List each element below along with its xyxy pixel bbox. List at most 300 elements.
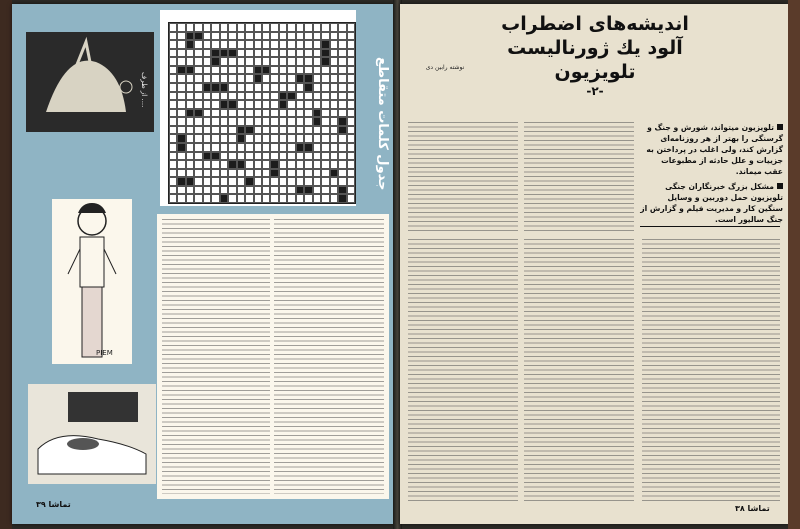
crossword-cell xyxy=(245,169,253,178)
crossword-cell xyxy=(245,32,253,41)
crossword-cell xyxy=(254,194,262,203)
crossword-cell xyxy=(270,160,278,169)
crossword-cell xyxy=(270,117,278,126)
crossword-cell xyxy=(321,134,329,143)
crossword-cell xyxy=(330,23,338,32)
crossword-cell xyxy=(287,152,295,161)
crossword-cell xyxy=(330,169,338,178)
crossword-cell xyxy=(338,186,346,195)
crossword-cell xyxy=(313,74,321,83)
crossword-cell xyxy=(203,152,211,161)
crossword-cell xyxy=(347,57,355,66)
crossword-cell xyxy=(186,152,194,161)
crossword-cell xyxy=(338,74,346,83)
crossword-cell xyxy=(313,152,321,161)
crossword-cell xyxy=(169,23,177,32)
crossword-cell xyxy=(220,117,228,126)
crossword-cell xyxy=(279,194,287,203)
crossword-cell xyxy=(313,160,321,169)
crossword-cell xyxy=(245,92,253,101)
crossword-cell xyxy=(220,57,228,66)
crossword-cell xyxy=(262,100,270,109)
crossword-cell xyxy=(203,160,211,169)
headline-line-1: اندیشه‌های اضطراب xyxy=(501,13,689,35)
crossword-cell xyxy=(245,186,253,195)
crossword-cell xyxy=(304,83,312,92)
crossword-cell xyxy=(237,186,245,195)
crossword-cell xyxy=(254,66,262,75)
crossword-cell xyxy=(296,92,304,101)
crossword-cell xyxy=(254,177,262,186)
crossword-cell xyxy=(211,100,219,109)
crossword-cell xyxy=(194,92,202,101)
crossword-cell xyxy=(228,160,236,169)
crossword-cell xyxy=(304,160,312,169)
crossword-cell xyxy=(177,66,185,75)
crossword-cell xyxy=(169,126,177,135)
crossword-cell xyxy=(321,186,329,195)
crossword-cell xyxy=(194,32,202,41)
crossword-cell xyxy=(237,152,245,161)
crossword-cell xyxy=(186,100,194,109)
right-page xyxy=(400,4,788,524)
crossword-cell xyxy=(228,186,236,195)
crossword-cell xyxy=(313,83,321,92)
crossword-cell xyxy=(279,100,287,109)
crossword-cell xyxy=(304,117,312,126)
crossword-cell xyxy=(177,83,185,92)
crossword-cell xyxy=(186,32,194,41)
crossword-cell xyxy=(211,186,219,195)
crossword-cell xyxy=(330,160,338,169)
crossword-cell xyxy=(279,23,287,32)
crossword-cell xyxy=(321,57,329,66)
crossword-cell xyxy=(228,83,236,92)
crossword-cell xyxy=(220,109,228,118)
crossword-cell xyxy=(270,194,278,203)
crossword-cell xyxy=(203,143,211,152)
cartoon-caption: از طرف .... xyxy=(140,72,148,108)
crossword-cell xyxy=(313,66,321,75)
crossword-cell xyxy=(287,23,295,32)
crossword-cell xyxy=(203,49,211,58)
crossword-cell xyxy=(237,100,245,109)
crossword-cell xyxy=(220,152,228,161)
crossword-cell xyxy=(203,117,211,126)
crossword-cell xyxy=(304,194,312,203)
crossword-cell xyxy=(313,177,321,186)
crossword-cell xyxy=(304,49,312,58)
crossword-cell xyxy=(245,117,253,126)
crossword-cell xyxy=(270,169,278,178)
crossword-cell xyxy=(194,23,202,32)
crossword-cell xyxy=(321,169,329,178)
crossword-cell xyxy=(169,169,177,178)
pullquote-box xyxy=(640,122,783,224)
crossword-cell xyxy=(245,100,253,109)
crossword-cell xyxy=(262,152,270,161)
crossword-cell xyxy=(262,109,270,118)
crossword-cell xyxy=(347,194,355,203)
cartoon-signature: PIEM xyxy=(96,349,113,357)
crossword-cell xyxy=(296,169,304,178)
crossword-cell xyxy=(177,100,185,109)
crossword-cell xyxy=(245,109,253,118)
crossword-cell xyxy=(194,49,202,58)
crossword-cell xyxy=(296,109,304,118)
crossword-cell xyxy=(270,49,278,58)
binding-right xyxy=(788,0,800,529)
crossword-cell xyxy=(254,92,262,101)
crossword-cell xyxy=(211,92,219,101)
crossword-cell xyxy=(186,117,194,126)
crossword-cell xyxy=(177,177,185,186)
crossword-cell xyxy=(296,134,304,143)
crossword-cell xyxy=(347,40,355,49)
crossword-cell xyxy=(203,109,211,118)
crossword-cell xyxy=(194,57,202,66)
crossword-cell xyxy=(177,152,185,161)
crossword-cell xyxy=(321,83,329,92)
crossword-cell xyxy=(287,66,295,75)
crossword-cell xyxy=(220,100,228,109)
crossword-cell xyxy=(287,32,295,41)
crossword-cell xyxy=(203,32,211,41)
crossword-cell xyxy=(237,160,245,169)
crossword-cell xyxy=(296,126,304,135)
crossword-cell xyxy=(279,109,287,118)
crossword-cell xyxy=(203,66,211,75)
headline-line-3: تلویزیون xyxy=(554,61,636,83)
crossword-cell xyxy=(296,160,304,169)
binding-left xyxy=(0,0,12,529)
crossword-cell xyxy=(338,169,346,178)
crossword-cell xyxy=(237,66,245,75)
crossword-cell xyxy=(177,57,185,66)
crossword-cell xyxy=(177,134,185,143)
crossword-cell xyxy=(228,177,236,186)
crossword-cell xyxy=(177,49,185,58)
crossword-cell xyxy=(194,134,202,143)
crossword-cell xyxy=(186,177,194,186)
crossword-cell xyxy=(211,152,219,161)
crossword-cell xyxy=(279,160,287,169)
crossword-cell xyxy=(186,23,194,32)
crossword-cell xyxy=(321,177,329,186)
crossword-cell xyxy=(321,23,329,32)
crossword-cell xyxy=(194,143,202,152)
crossword-cell xyxy=(338,66,346,75)
crossword-cell xyxy=(338,100,346,109)
crossword-cell xyxy=(245,143,253,152)
crossword-cell xyxy=(296,177,304,186)
crossword-cell xyxy=(228,169,236,178)
crossword-cell xyxy=(220,143,228,152)
crossword-cell xyxy=(279,169,287,178)
crossword-cell xyxy=(203,100,211,109)
crossword-cell xyxy=(169,160,177,169)
crossword-cell xyxy=(304,74,312,83)
crossword-cell xyxy=(177,143,185,152)
crossword-cell xyxy=(220,40,228,49)
crossword-cell xyxy=(194,169,202,178)
crossword-cell xyxy=(330,177,338,186)
crossword-cell xyxy=(347,126,355,135)
crossword-cell xyxy=(347,152,355,161)
crossword-cell xyxy=(347,23,355,32)
crossword-cell xyxy=(313,186,321,195)
crossword-cell xyxy=(296,57,304,66)
cartoon-bottom xyxy=(28,384,156,484)
crossword-cell xyxy=(228,92,236,101)
crossword-cell xyxy=(304,66,312,75)
crossword-cell xyxy=(321,92,329,101)
crossword-cell xyxy=(186,160,194,169)
crossword-cell xyxy=(254,169,262,178)
crossword-cell xyxy=(262,194,270,203)
crossword-cell xyxy=(186,83,194,92)
crossword-cell xyxy=(304,32,312,41)
crossword-cell xyxy=(262,49,270,58)
crossword-cell xyxy=(220,186,228,195)
crossword-cell xyxy=(262,66,270,75)
crossword-cell xyxy=(177,92,185,101)
crossword-cell xyxy=(228,40,236,49)
crossword-cell xyxy=(220,134,228,143)
crossword-cell xyxy=(270,32,278,41)
crossword-cell xyxy=(313,134,321,143)
crossword-cell xyxy=(287,126,295,135)
crossword-cell xyxy=(321,152,329,161)
crossword-cell xyxy=(254,32,262,41)
crossword-cell xyxy=(270,109,278,118)
crossword-cell xyxy=(313,49,321,58)
crossword-cell xyxy=(245,40,253,49)
crossword-cell xyxy=(245,83,253,92)
crossword-cell xyxy=(279,186,287,195)
crossword-cell xyxy=(338,126,346,135)
crossword-cell xyxy=(254,134,262,143)
crossword-cell xyxy=(330,126,338,135)
crossword-cell xyxy=(194,152,202,161)
crossword-cell xyxy=(186,74,194,83)
crossword-cell xyxy=(220,92,228,101)
crossword-cell xyxy=(169,57,177,66)
crossword-cell xyxy=(296,32,304,41)
byline: نوشته رابین دی xyxy=(425,64,465,71)
crossword-cell xyxy=(194,66,202,75)
crossword-cell xyxy=(262,40,270,49)
crossword-cell xyxy=(220,126,228,135)
crossword-cell xyxy=(338,194,346,203)
crossword-cell xyxy=(296,66,304,75)
crossword-cell xyxy=(211,40,219,49)
pullquote-1: تلویزیون میتواند، شورش و جنگ و گرسنگی را بهتر از هر روزنامه‌ای گزارش کند، ولی اغلب در پرداختن به جزییات و علل حادثه از مطبوعات عقب میماند. xyxy=(646,123,783,176)
crossword-cell xyxy=(177,40,185,49)
crossword-cell xyxy=(211,177,219,186)
crossword-cell xyxy=(313,40,321,49)
crossword-cell xyxy=(313,32,321,41)
crossword-cell xyxy=(279,134,287,143)
crossword-cell xyxy=(347,66,355,75)
crossword-cell xyxy=(254,152,262,161)
crossword-cell xyxy=(169,100,177,109)
crossword-cell xyxy=(194,126,202,135)
crossword-cell xyxy=(203,169,211,178)
crossword-cell xyxy=(287,117,295,126)
article-headline xyxy=(470,12,720,98)
crossword-cell xyxy=(254,83,262,92)
crossword-cell xyxy=(338,134,346,143)
crossword-cell xyxy=(237,57,245,66)
crossword-cell xyxy=(177,194,185,203)
crossword-cell xyxy=(245,134,253,143)
crossword-cell xyxy=(203,57,211,66)
crossword-cell xyxy=(245,194,253,203)
crossword-cell xyxy=(304,177,312,186)
crossword-cell xyxy=(228,100,236,109)
article-column-mid xyxy=(524,239,634,501)
crossword-cell xyxy=(304,152,312,161)
crossword-cell xyxy=(211,143,219,152)
crossword-cell xyxy=(228,74,236,83)
crossword-cell xyxy=(338,49,346,58)
crossword-cell xyxy=(237,143,245,152)
crossword-cell xyxy=(330,32,338,41)
crossword-cell xyxy=(211,126,219,135)
crossword-cell xyxy=(177,23,185,32)
crossword-cell xyxy=(203,83,211,92)
crossword-cell xyxy=(270,186,278,195)
crossword-cell xyxy=(245,152,253,161)
crossword-cell xyxy=(169,194,177,203)
crossword-cell xyxy=(245,126,253,135)
crossword-cell xyxy=(254,49,262,58)
crossword-cell xyxy=(203,74,211,83)
crossword-cell xyxy=(270,177,278,186)
crossword-cell xyxy=(304,169,312,178)
crossword-cell xyxy=(194,40,202,49)
crossword-cell xyxy=(203,186,211,195)
crossword-cell xyxy=(177,74,185,83)
crossword-cell xyxy=(262,160,270,169)
crossword-cell xyxy=(211,23,219,32)
crossword-cell xyxy=(347,32,355,41)
crossword-cell xyxy=(169,49,177,58)
crossword-cell xyxy=(270,134,278,143)
left-page xyxy=(12,4,395,524)
crossword-cell xyxy=(220,177,228,186)
crossword-cell xyxy=(338,32,346,41)
crossword-cell xyxy=(313,169,321,178)
crossword-cell xyxy=(169,83,177,92)
crossword-cell xyxy=(321,194,329,203)
crossword-cell xyxy=(338,92,346,101)
crossword-cell xyxy=(211,109,219,118)
crossword-cell xyxy=(287,74,295,83)
crossword-cell xyxy=(237,32,245,41)
crossword-cell xyxy=(270,23,278,32)
crossword-cell xyxy=(169,117,177,126)
crossword-cell xyxy=(347,92,355,101)
crossword-cell xyxy=(330,143,338,152)
crossword-cell xyxy=(254,126,262,135)
crossword-cell xyxy=(237,74,245,83)
crossword-cell xyxy=(270,126,278,135)
crossword-cell xyxy=(177,160,185,169)
crossword-cell xyxy=(228,134,236,143)
crossword-cell xyxy=(279,152,287,161)
crossword-cell xyxy=(270,152,278,161)
crossword-cell xyxy=(338,40,346,49)
crossword-cell xyxy=(330,40,338,49)
crossword-cell xyxy=(287,83,295,92)
crossword-cell xyxy=(262,186,270,195)
crossword-cell xyxy=(211,66,219,75)
crossword-cell xyxy=(237,169,245,178)
crossword-cell xyxy=(347,49,355,58)
crossword-cell xyxy=(338,143,346,152)
crossword-cell xyxy=(287,194,295,203)
page-number-right: تماشا ۳۸ xyxy=(735,504,770,513)
crossword-cell xyxy=(347,74,355,83)
crossword-cell xyxy=(194,117,202,126)
crossword-cell xyxy=(254,100,262,109)
crossword-cell xyxy=(304,134,312,143)
crossword-cell xyxy=(262,74,270,83)
crossword-cell xyxy=(347,117,355,126)
crossword-cell xyxy=(262,83,270,92)
crossword-cell xyxy=(220,49,228,58)
crossword-cell xyxy=(203,194,211,203)
crossword-cell xyxy=(186,49,194,58)
crossword-cell xyxy=(338,177,346,186)
crossword-cell xyxy=(279,74,287,83)
crossword-cell xyxy=(270,66,278,75)
crossword-cell xyxy=(296,152,304,161)
crossword-cell xyxy=(304,143,312,152)
crossword-cell xyxy=(245,49,253,58)
clues-column-left xyxy=(162,219,270,494)
crossword-cell xyxy=(169,32,177,41)
crossword-cell xyxy=(203,134,211,143)
crossword-cell xyxy=(262,177,270,186)
crossword-cell xyxy=(296,186,304,195)
crossword-cell xyxy=(237,194,245,203)
crossword-cell xyxy=(304,100,312,109)
crossword-cell xyxy=(177,126,185,135)
crossword-cell xyxy=(287,186,295,195)
crossword-cell xyxy=(228,143,236,152)
crossword-cell xyxy=(177,169,185,178)
crossword-cell xyxy=(254,74,262,83)
crossword-cell xyxy=(186,186,194,195)
crossword-cell xyxy=(287,92,295,101)
crossword-cell xyxy=(245,74,253,83)
crossword-cell xyxy=(287,57,295,66)
crossword-cell xyxy=(245,66,253,75)
crossword-cell xyxy=(347,109,355,118)
crossword-cell xyxy=(313,23,321,32)
crossword-cell xyxy=(169,109,177,118)
crossword-cell xyxy=(177,186,185,195)
crossword-cell xyxy=(321,74,329,83)
crossword-cell xyxy=(186,109,194,118)
crossword-cell xyxy=(321,32,329,41)
crossword-cell xyxy=(270,40,278,49)
crossword-cell xyxy=(279,40,287,49)
crossword-cell xyxy=(304,57,312,66)
